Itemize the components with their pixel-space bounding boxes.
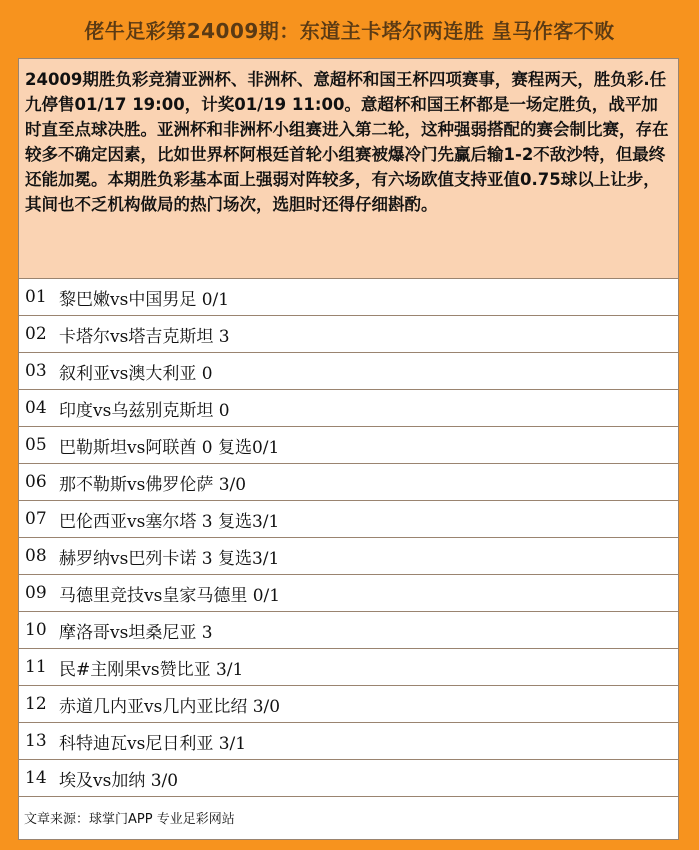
match-number: 06 <box>25 472 47 492</box>
match-pick: 马德里竞技vs皇家马德里 0/1 <box>59 585 281 606</box>
match-pick: 卡塔尔vs塔吉克斯坦 3 <box>59 326 230 347</box>
match-number: 11 <box>25 657 47 677</box>
match-pick: 埃及vs加纳 3/0 <box>59 770 179 791</box>
match-pick: 巴勒斯坦vs阿联酋 0 复选0/1 <box>59 437 280 458</box>
match-number: 03 <box>25 361 47 381</box>
match-pick: 科特迪瓦vs尼日利亚 3/1 <box>59 733 247 754</box>
match-row <box>19 723 678 760</box>
match-number: 14 <box>25 768 47 788</box>
match-row <box>19 760 678 797</box>
match-number: 13 <box>25 731 47 751</box>
match-row <box>19 390 678 427</box>
match-number: 04 <box>25 398 47 418</box>
intro-text: 24009期胜负彩竞猜亚洲杯、非洲杯、意超杯和国王杯四项赛事，赛程两天，胜负彩.任九停售01/17 19:00，计奖01/19 11:00。意超杯和国王杯都是一场定胜负，战平加时直至点球决胜。亚洲杯和非洲杯小组赛进入第二轮，这种强弱搭配的赛会制比赛，存在较多不确定因素，比如世界杯阿根廷首轮小组赛被爆冷门先赢后输1-2不敌沙特，但最终还能加冕。本期胜负彩基本面上强弱对阵较多，有六场欧值支持亚值0.75球以上让步，其间也不乏机构做局的热门场次，选胆时还得仔细斟酌。 <box>25 70 669 214</box>
match-pick: 巴伦西亚vs塞尔塔 3 复选3/1 <box>59 511 280 532</box>
match-row <box>19 316 678 353</box>
match-number: 10 <box>25 620 47 640</box>
match-pick: 叙利亚vs澳大利亚 0 <box>59 363 213 384</box>
match-pick: 黎巴嫩vs中国男足 0/1 <box>59 289 230 310</box>
match-pick: 摩洛哥vs坦桑尼亚 3 <box>59 622 213 643</box>
match-number: 08 <box>25 546 47 566</box>
match-number: 07 <box>25 509 47 529</box>
match-row <box>19 686 678 723</box>
match-row <box>19 575 678 612</box>
match-pick: 那不勒斯vs佛罗伦萨 3/0 <box>59 474 247 495</box>
match-number: 05 <box>25 435 47 455</box>
match-row <box>19 464 678 501</box>
match-list <box>19 279 678 797</box>
match-row <box>19 649 678 686</box>
match-row <box>19 279 678 316</box>
header <box>0 0 699 58</box>
source-credit: 文章来源：球掌门APP 专业足彩网站 <box>24 811 235 827</box>
match-pick: 赫罗纳vs巴列卡诺 3 复选3/1 <box>59 548 280 569</box>
match-number: 09 <box>25 583 47 603</box>
match-row <box>19 538 678 575</box>
match-number: 12 <box>25 694 47 714</box>
match-pick: 民#主刚果vs赞比亚 3/1 <box>59 659 244 680</box>
match-row <box>19 612 678 649</box>
match-row <box>19 427 678 464</box>
match-number: 01 <box>25 287 47 307</box>
intro-section <box>19 59 678 279</box>
match-pick: 赤道几内亚vs几内亚比绍 3/0 <box>59 696 281 717</box>
match-row <box>19 501 678 538</box>
match-pick: 印度vs乌兹别克斯坦 0 <box>59 400 230 421</box>
article-card <box>18 58 679 840</box>
page-title: 佬牛足彩第24009期：东道主卡塔尔两连胜 皇马作客不败 <box>84 18 615 43</box>
match-row <box>19 353 678 390</box>
match-number: 02 <box>25 324 47 344</box>
